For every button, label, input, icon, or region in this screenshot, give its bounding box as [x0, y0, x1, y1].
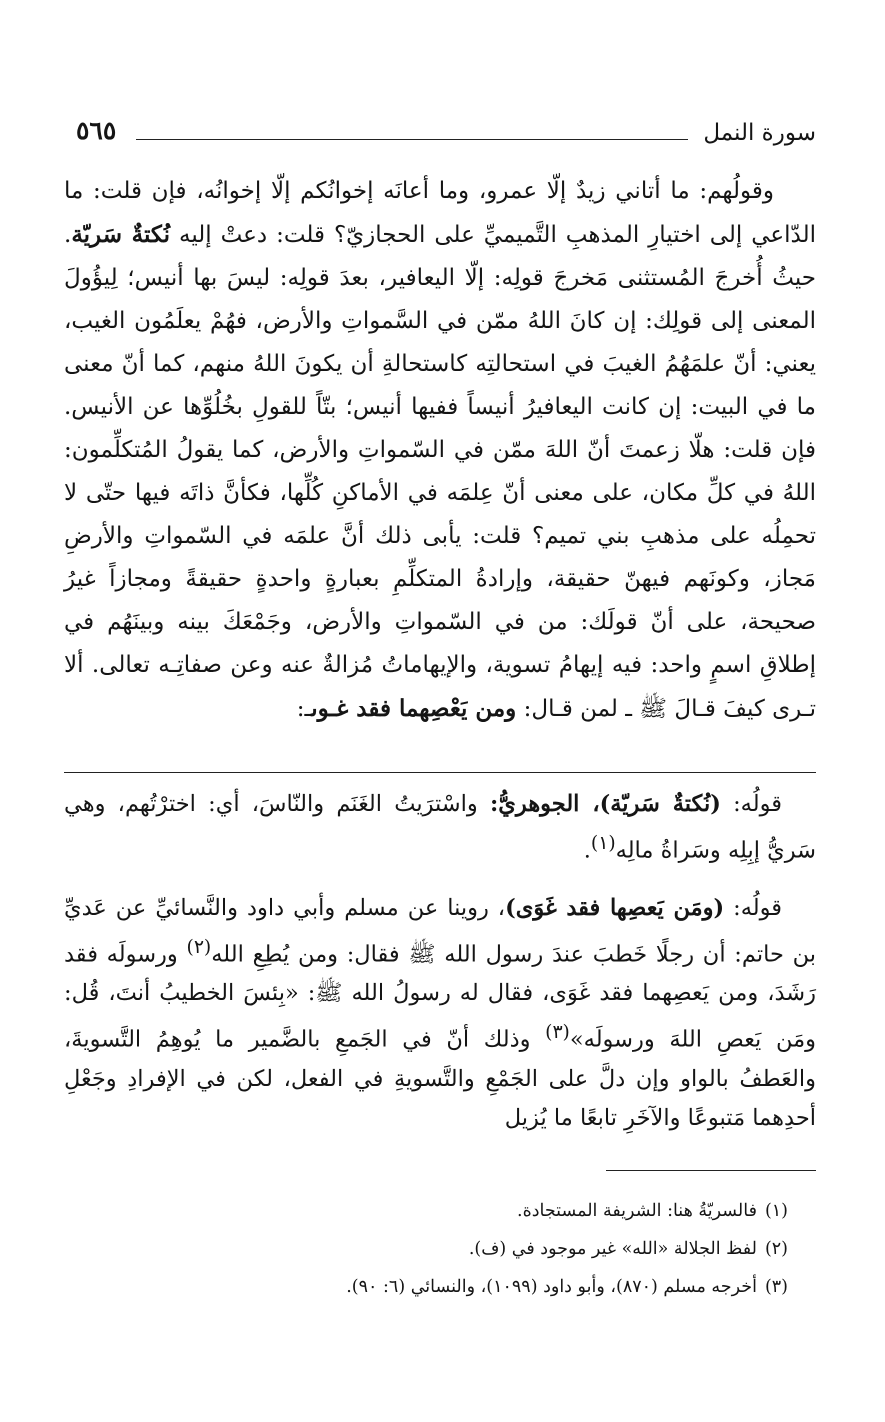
header-rule — [136, 139, 688, 140]
footnotes — [64, 1192, 812, 1306]
footnote-rule — [606, 1170, 816, 1171]
main-paragraph: وقولُهم: ما أتاني زيدٌ إلّا عمرو، وما أعانَه إخوانُكم إلّا إخوانُه، فإن قلت: ما الدّاعي إلى اختيارِ المذهبِ التَّميميِّ على الحجازيّ؟ قلت: دعتْ إليه نُكتةٌ سَريّة. حيثُ أُخرجَ المُستثنى مَخرجَ قولِه: إلّا اليعافير، بعدَ قولِه: ليسَ بها أنيس؛ لِيؤُولَ المعنى إلى قولِك: إن كانَ اللهُ ممّن في السَّمواتِ والأرض، فهُمْ يعلَمُون الغيب، يعني: أنّ علمَهُمُ الغيبَ في استحالتِه كاستحالةِ أن يكونَ اللهُ منهم، كما أنّ معنى ما في البيت: إن كانت اليعافيرُ أنيساً ففيها أنيس؛ بتّاً للقولِ بخُلُوِّها عن الأنيس. فإن قلت: هلّا زعمتَ أنّ اللهَ ممّن في السّمواتِ والأرض، كما يقولُ المُتكلِّمون: اللهُ في كلِّ مكان، على معنى أنّ عِلمَه في الأماكنِ كُلِّها، فكأنَّ ذاتَه فيها حتّى لا تحمِلُه على مذهبِ بني تميم؟ قلت: يأبى ذلك أنَّ علمَه في السّمواتِ والأرضِ مَجاز، وكونَهم فيهنّ حقيقة، وإرادةُ المتكلِّمِ بعبارةٍ واحدةٍ حقيقةً ومجازاً غيرُ صحيحة، على أنّ قولَك: من في السّمواتِ والأرض، وجَمْعَكَ بينه وبينَهُم في إطلاقِ اسمٍ واحد: فيه إيهامُ تسوية، والإيهاماتُ مُزالةٌ عنه وعن صفاتِـه تعالى. ألا تـرى كيفَ قـالَ ﷺ ـ لمن قـال: ومن يَعْصِهما فقد غـوىـ: — [64, 178, 817, 722]
commentary-section — [64, 785, 816, 1138]
footnote-item — [64, 1268, 812, 1306]
c1-bold: (نُكتةٌ سَريّة)، الجوهريُّ: — [489, 791, 721, 817]
footnote-item — [64, 1230, 812, 1268]
c2-text-c: وذلك أنّ في الجَمعِ بالضَّمير ما يُوهِمُ التَّسويةَ، والعَطفُ بالواو وإن دلَّ على الجَمْعِ والتَّسويةِ في الفعل، لكن في الإفرادِ وجَعْلِ أحدِهما مَتبوعًا والآخَرِ تابعًا ما يُزيل — [64, 1026, 816, 1131]
main-bold-phrase-2: ومن يَعْصِهما فقد غـوى — [311, 695, 517, 722]
footnote-text: فالسريّةُ هنا: الشريفة المستجادة. — [517, 1201, 757, 1221]
footnote-text: لفظ الجلالة «الله» غير موجود في (ف). — [468, 1239, 757, 1259]
page-number: ٥٦٥ — [76, 116, 117, 145]
main-text-part-2: . حيثُ أُخرجَ المُستثنى مَخرجَ قولِه: إلّا اليعافير، بعدَ قولِه: ليسَ بها أنيس؛ لِيؤُولَ المعنى إلى قولِك: إن كانَ اللهُ ممّن في السَّمواتِ والأرض، فهُمْ يعلَمُون الغيب، يعني: أنّ علمَهُمُ الغيبَ في استحالتِه كاستحالةِ أن يكونَ اللهُ منهم، كما أنّ معنى ما في البيت: إن كانت اليعافيرُ أنيساً ففيها أنيس؛ بتّاً للقولِ بخُلُوِّها عن الأنيس. فإن قلت: هلّا زعمتَ أنّ اللهَ ممّن في السّمواتِ والأرض، كما يقولُ المُتكلِّمون: اللهُ في كلِّ مكان، على معنى أنّ عِلمَه في الأماكنِ كُلِّها، فكأنَّ ذاتَه فيها حتّى لا تحمِلُه على مذهبِ بني تميم؟ قلت: يأبى ذلك أنَّ علمَه في السّمواتِ والأرضِ مَجاز، وكونَهم فيهنّ حقيقة، وإرادةُ المتكلِّمِ بعبارةٍ واحدةٍ حقيقةً ومجازاً غيرُ صحيحة، على أنّ قولَك: من في السّمواتِ والأرض، وجَمْعَكَ بينه وبينَهُم في إطلاقِ اسمٍ واحد: فيه إيهامُ تسوية، والإيهاماتُ مُزالةٌ عنه وعن صفاتِـه تعالى. ألا تـرى كيفَ قـالَ ﷺ ـ لمن قـال: — [64, 222, 816, 722]
main-text — [64, 170, 816, 731]
c2-text-b: ورسولَه فقد رَشَدَ، ومن يَعصِهما فقد غَوَى، فقال له رسولُ الله ﷺ: «بِئسَ الخطيبُ أنتَ، قُل: ومَن يَعصِ اللهَ ورسولَه» — [64, 941, 816, 1053]
book-page — [64, 110, 816, 1400]
footnote-number: (٢) — [764, 1239, 788, 1259]
c2-lead: قولُه: — [733, 894, 782, 921]
c1-footnote-ref: (١) — [590, 833, 616, 854]
c2-text-a: ، روينا عن مسلم وأبي داود والنَّسائيِّ عن عَديِّ بن حاتم: أن رجلًا خَطبَ عندَ رسول الله ﷺ فقال: ومن يُطِعِ الله — [64, 894, 816, 967]
sura-title: سورة النمل — [703, 120, 816, 146]
c1-text: واسْترَيتُ الغَنَم والنّاسَ، أي: اخترْتُهم، وهي سَريُّ إبِلِه وسَراةُ مالِه — [64, 791, 816, 864]
footnote-number: (١) — [764, 1201, 788, 1221]
page-header — [64, 110, 816, 160]
c2-footnote-ref-2: (٢) — [186, 936, 212, 958]
c1-lead: قولُه: — [733, 791, 782, 817]
commentary-paragraph-2 — [64, 889, 816, 1138]
main-text-part-1: وقولُهم: ما أتاني زيدٌ إلّا عمرو، وما أعانَه إخوانُكم إلّا إخوانُه، فإن قلت: ما الدّاعي إلى اختيارِ المذهبِ التَّميميِّ على الحجازيّ؟ قلت: دعتْ إليه — [64, 178, 817, 248]
commentary-paragraph-1: قولُه: (نُكتةٌ سَريّة)، الجوهريُّ: واسْترَيتُ الغَنَم والنّاسَ، أي: اخترْتُهم، وهي سَريُّ إبِلِه وسَراةُ مالِه$^{(١)}$. — [64, 791, 816, 864]
commentary-separator — [64, 772, 816, 773]
main-bold-phrase-1: نُكتةٌ سَريّة — [71, 221, 171, 248]
c2-footnote-ref-3: (٣) — [545, 1022, 570, 1043]
footnote-text: أخرجه مسلم (٨٧٠)، وأبو داود (١٠٩٩)، والنسائي (٦: ٩٠). — [346, 1277, 757, 1297]
footnote-number: (٣) — [764, 1277, 788, 1297]
c2-bold: (ومَن يَعصِها فقد غَوَى) — [505, 894, 725, 921]
footnote-item — [64, 1192, 812, 1230]
